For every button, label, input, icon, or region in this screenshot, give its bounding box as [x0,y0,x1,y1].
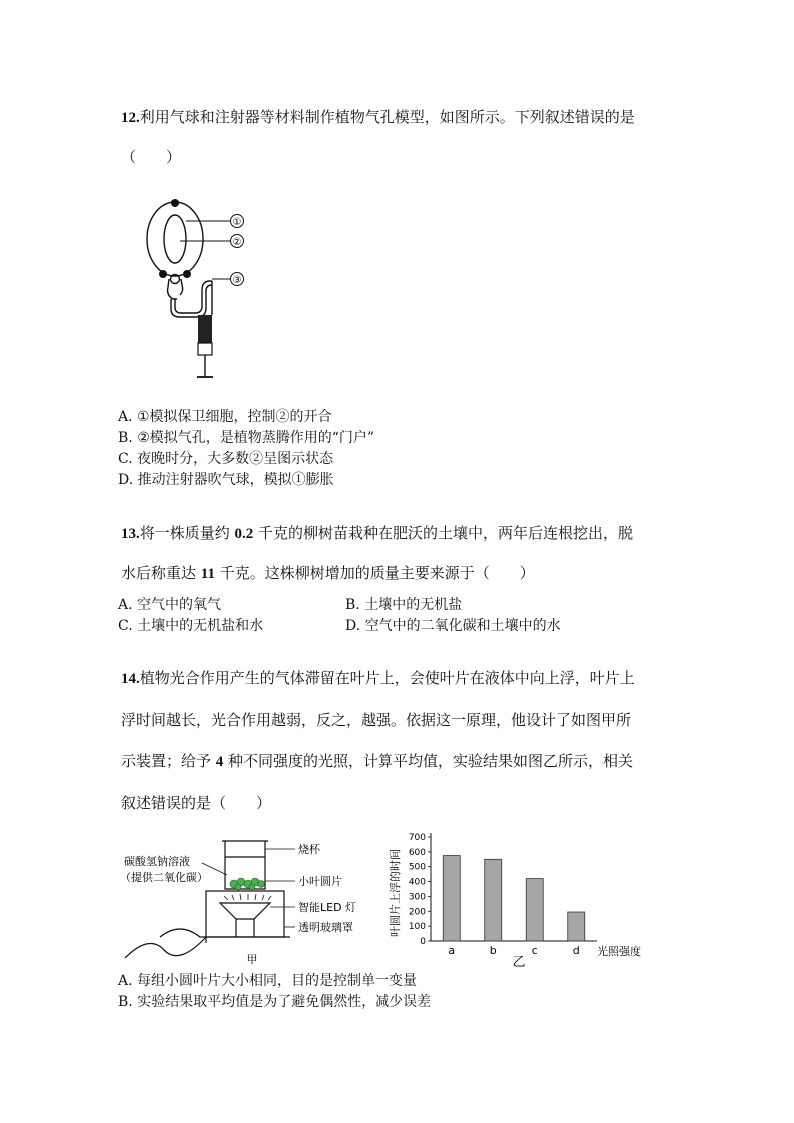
q13-option-a: A. 空气中的氧气 [118,597,222,613]
glass-cover [206,891,284,937]
q14-option-b: B. 实验结果取平均值是为了避免偶然性，减少误差 [118,994,432,1010]
balloon-outer [147,202,203,276]
y-tick-label: 400 [408,877,426,888]
q12-option-a: A. ①模拟保卫细胞，控制②的开合 [118,409,332,425]
x-tick-label: b [489,944,497,957]
y-tick-label: 700 [408,833,426,843]
x-tick-label: c [531,944,538,957]
leaf-discs [230,878,265,890]
bar-d [568,912,585,941]
y-tick-label: 100 [408,922,426,933]
q12-stem [121,110,635,126]
q12-option-c: C. 夜晚时分，大多数②呈图示状态 [118,451,334,467]
label-solution: 碳酸氢钠溶液 [124,855,190,868]
y-tick-label: 300 [408,892,426,903]
q12-option-d: D. 推动注射器吹气球，模拟①膨胀 [118,472,334,488]
y-tick-label: 200 [408,907,426,918]
q13-option-d: D. 空气中的二氧化碳和土壤中的水 [345,618,561,634]
q13-line2: 水后称重达 11 千克。这株柳树增加的质量主要来源于（ ） [121,564,535,582]
syringe [197,315,213,377]
q14-number: 14. [121,671,140,687]
x-axis-label: 光照强度 [597,945,641,958]
q13-number: 13. [121,526,140,542]
q13-option-c: C. 土壤中的无机盐和水 [118,618,264,634]
x-tick-label: d [572,944,580,957]
label-leaf-disc: 小叶圆片 [298,875,342,888]
y-tick-label: 0 [420,937,426,947]
q14-line2: 浮时间越长，光合作用越弱，反之，越强。依据这一原理，他设计了如图甲所 [121,711,632,729]
bar-c [526,879,543,941]
q14-line3: 示装置；给予 4 种不同强度的光照，计算平均值，实验结果如图乙所示，相关 [121,752,634,770]
q14-line1: 14.植物光合作用产生的气体滞留在叶片上，会使叶片在液体中向上浮，叶片上 [121,669,635,687]
label-cover: 透明玻璃罩 [298,921,353,934]
y-axis-label: 叶圆片上浮的时间 [389,849,402,937]
marker-1: ① [232,217,242,228]
marker-3: ③ [232,275,242,286]
stomata-model-figure [140,195,260,385]
label-beaker: 烧杯 [298,843,320,856]
bar-a [443,856,460,941]
marker-2: ② [232,237,242,248]
bars [443,856,585,941]
x-tick-label: a [448,944,456,957]
q14-line4: 叙述错误的是（ ） [121,794,272,812]
label-led: 智能LED 灯 [298,901,357,914]
q13-option-b: B. 土壤中的无机盐 [345,597,463,613]
q12-paren: （ ） [121,148,182,166]
led-lamp [220,903,270,919]
q12-text: 利用气球和注射器等材料制作植物气孔模型，如图所示。下列叙述错误的是 [139,108,635,126]
q13-line1: 13.将一株质量约 0.2 千克的柳树苗栽种在肥沃的土壤中，两年后连根挖出，脱 [121,524,634,542]
q12-option-b: B. ②模拟气孔，是植物蒸腾作用的“门户” [118,430,375,446]
y-tick-label: 500 [408,862,426,873]
q14-option-a: A. 每组小圆叶片大小相同，目的是控制单一变量 [118,973,418,989]
caption-jia: 甲 [246,953,258,966]
bar-chart-yi [385,823,675,973]
label-solution-note: （提供二氧化碳） [120,871,208,884]
bar-b [485,859,502,941]
stoma-opening [164,215,186,263]
y-ticks [409,833,431,947]
y-tick-label: 600 [408,847,426,858]
apparatus-figure-jia [120,833,380,968]
q12-number: 12. [121,110,140,126]
caption-yi: 乙 [512,955,526,970]
